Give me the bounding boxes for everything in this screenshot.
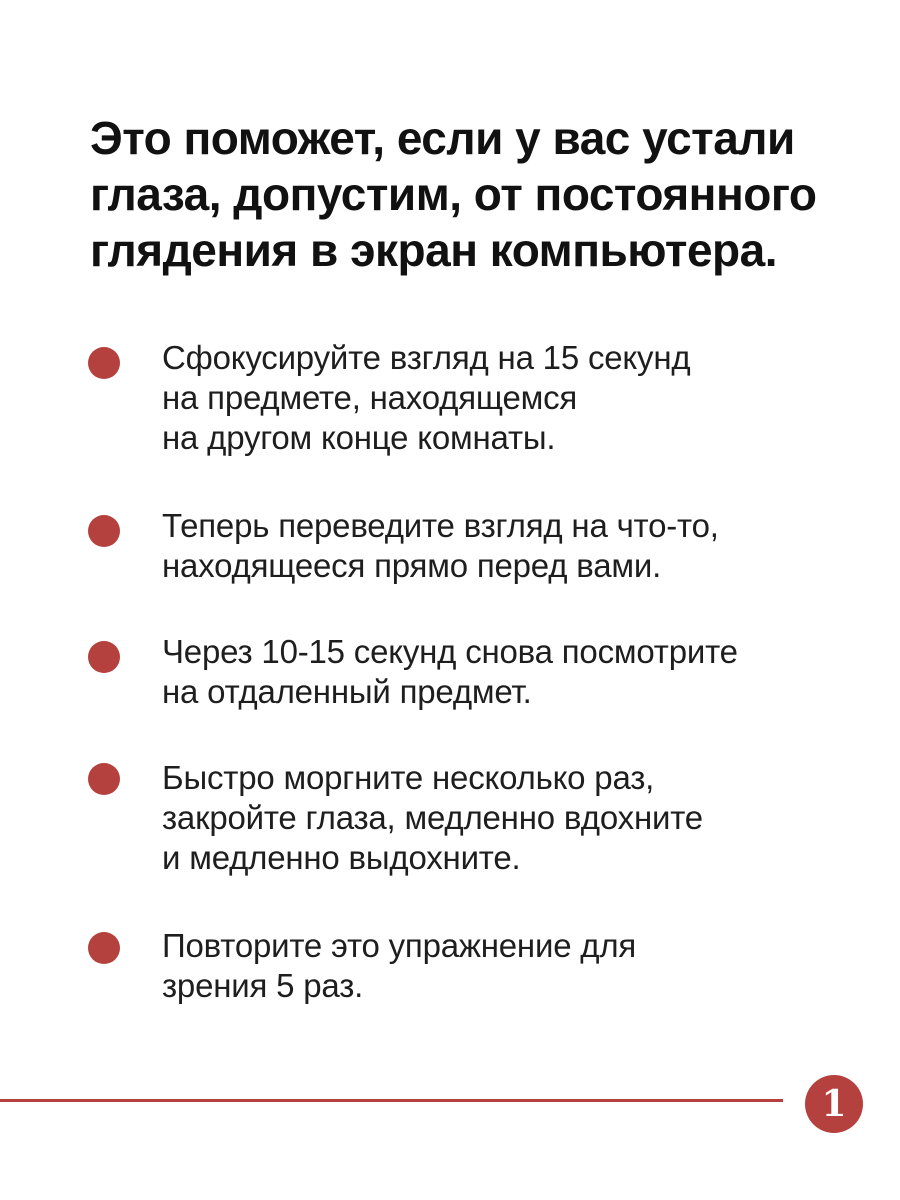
- page-number-badge: 1: [805, 1075, 863, 1133]
- page-title: [90, 110, 870, 278]
- page-title-line: глядения в экран компьютера.: [90, 224, 777, 276]
- footer-divider: [0, 1099, 783, 1102]
- step-text-line: на предмете, находящемся: [162, 379, 578, 416]
- step-text-line: Повторите это упражнение для: [162, 927, 637, 964]
- bullet-dot-icon: [88, 763, 120, 795]
- bullet-dot-icon: [88, 515, 120, 547]
- bullet-dot-icon: [88, 932, 120, 964]
- step-text: [162, 506, 862, 586]
- step-text-line: Сфокусируйте взгляд на 15 секунд: [162, 339, 691, 376]
- step-text: [162, 632, 862, 712]
- step-text-line: и медленно выдохните.: [162, 839, 521, 876]
- step-text: [162, 758, 862, 878]
- step-text-line: на отдаленный предмет.: [162, 673, 532, 710]
- step-text-line: зрения 5 раз.: [162, 967, 364, 1004]
- bullet-dot-icon: [88, 347, 120, 379]
- step-text: [162, 338, 862, 458]
- step-text-line: на другом конце комнаты.: [162, 419, 556, 456]
- step-text-line: закройте глаза, медленно вдохните: [162, 799, 703, 836]
- page-title-line: глаза, допустим, от постоянного: [90, 168, 817, 220]
- step-text-line: Быстро моргните несколько раз,: [162, 759, 655, 796]
- page-title-line: Это поможет, если у вас устали: [90, 112, 795, 164]
- step-text-line: Теперь переведите взгляд на что-то,: [162, 507, 719, 544]
- step-text-line: Через 10-15 секунд снова посмотрите: [162, 633, 738, 670]
- step-text: [162, 926, 862, 1006]
- bullet-dot-icon: [88, 641, 120, 673]
- step-text-line: находящееся прямо перед вами.: [162, 547, 662, 584]
